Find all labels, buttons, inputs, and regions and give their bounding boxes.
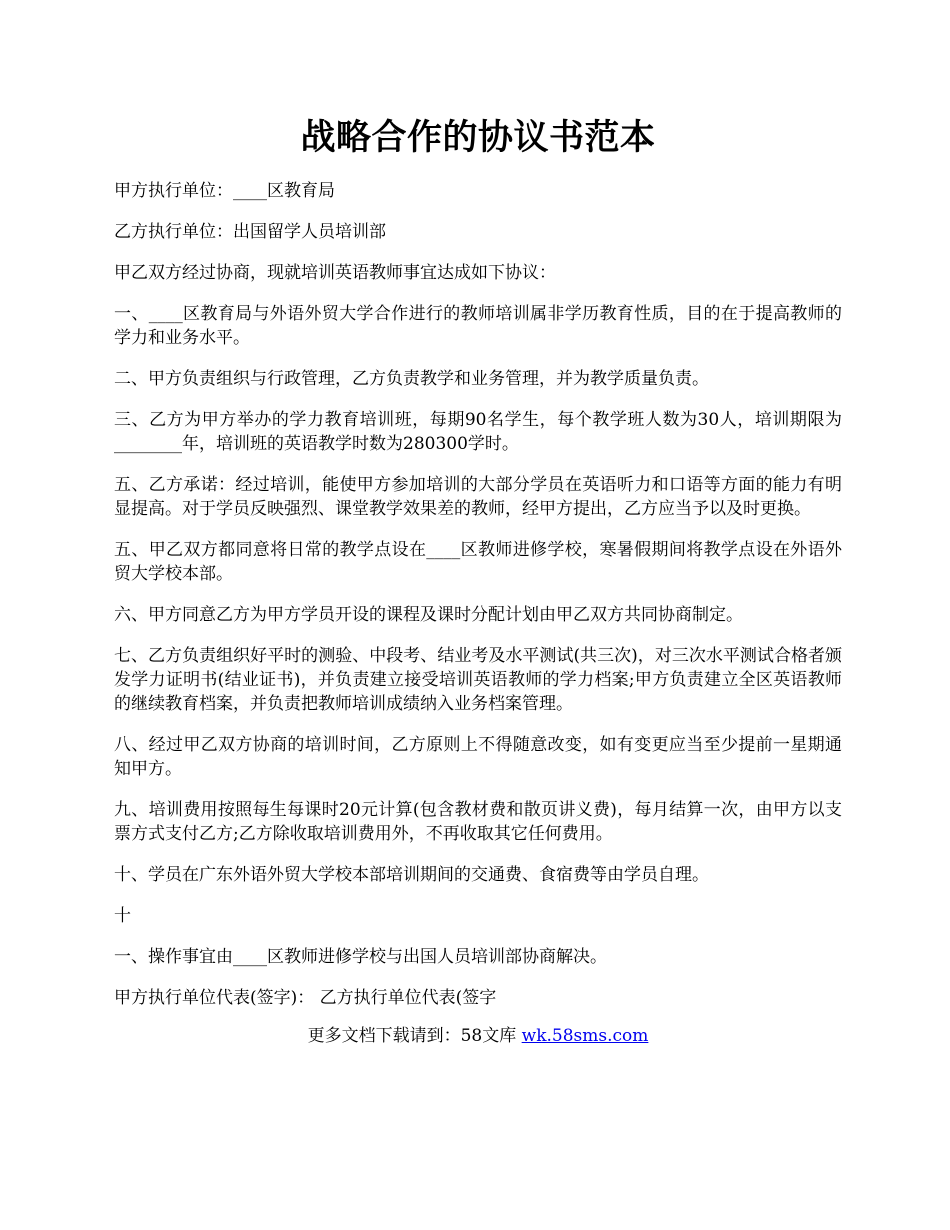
document-page <box>114 0 842 1230</box>
footer-text: 更多文档下载请到：58文库 <box>307 1026 517 1046</box>
footer <box>114 1024 842 1048</box>
paragraph: 甲方执行单位：____区教育局 <box>114 181 335 201</box>
paragraph: 甲乙双方经过协商，现就培训英语教师事宜达成如下协议： <box>114 263 556 283</box>
signature-line: 甲方执行单位代表(签字)： 乙方执行单位代表(签字 <box>114 988 497 1008</box>
paragraph: 三、乙方为甲方举办的学力教育培训班，每期90名学生，每个教学班人数为30人，培训期限为________年，培训班的英语教学时数为280300学时。 <box>114 410 842 454</box>
paragraph: 九、培训费用按照每生每课时20元计算(包含教材费和散页讲义费)，每月结算一次，由甲方以支票方式支付乙方;乙方除收取培训费用外，不再收取其它任何费用。 <box>114 800 842 844</box>
footer-link[interactable]: wk.58sms.com <box>521 1026 649 1046</box>
document-body <box>114 179 842 1027</box>
paragraph: 八、经过甲乙双方协商的培训时间，乙方原则上不得随意改变，如有变更应当至少提前一星期通知甲方。 <box>114 735 842 779</box>
paragraph: 一、____区教育局与外语外贸大学合作进行的教师培训属非学历教育性质，目的在于提高教师的学力和业务水平。 <box>114 304 842 348</box>
paragraph: 六、甲方同意乙方为甲方学员开设的课程及课时分配计划由甲乙双方共同协商制定。 <box>114 605 743 625</box>
document-title: 战略合作的协议书范本 <box>300 117 656 158</box>
paragraph: 十 <box>114 906 131 926</box>
paragraph: 七、乙方负责组织好平时的测验、中段考、结业考及水平测试(共三次)，对三次水平测试合格者颁发学力证明书(结业证书)，并负责建立接受培训英语教师的学力档案;甲方负责建立全区英语教师的继续教育档案，并负责把教师培训成绩纳入业务档案管理。 <box>114 646 842 714</box>
paragraph: 十、学员在广东外语外贸大学校本部培训期间的交通费、食宿费等由学员自理。 <box>114 865 709 885</box>
paragraph: 乙方执行单位：出国留学人员培训部 <box>114 222 386 242</box>
paragraph: 五、甲乙双方都同意将日常的教学点设在____区教师进修学校，寒暑假期间将教学点设在外语外贸大学校本部。 <box>114 540 842 584</box>
paragraph: 一、操作事宜由____区教师进修学校与出国人员培训部协商解决。 <box>114 947 607 967</box>
paragraph: 二、甲方负责组织与行政管理，乙方负责教学和业务管理，并为教学质量负责。 <box>114 369 709 389</box>
paragraph: 五、乙方承诺：经过培训，能使甲方参加培训的大部分学员在英语听力和口语等方面的能力有明显提高。对于学员反映强烈、课堂教学效果差的教师，经甲方提出，乙方应当予以及时更换。 <box>114 475 842 519</box>
